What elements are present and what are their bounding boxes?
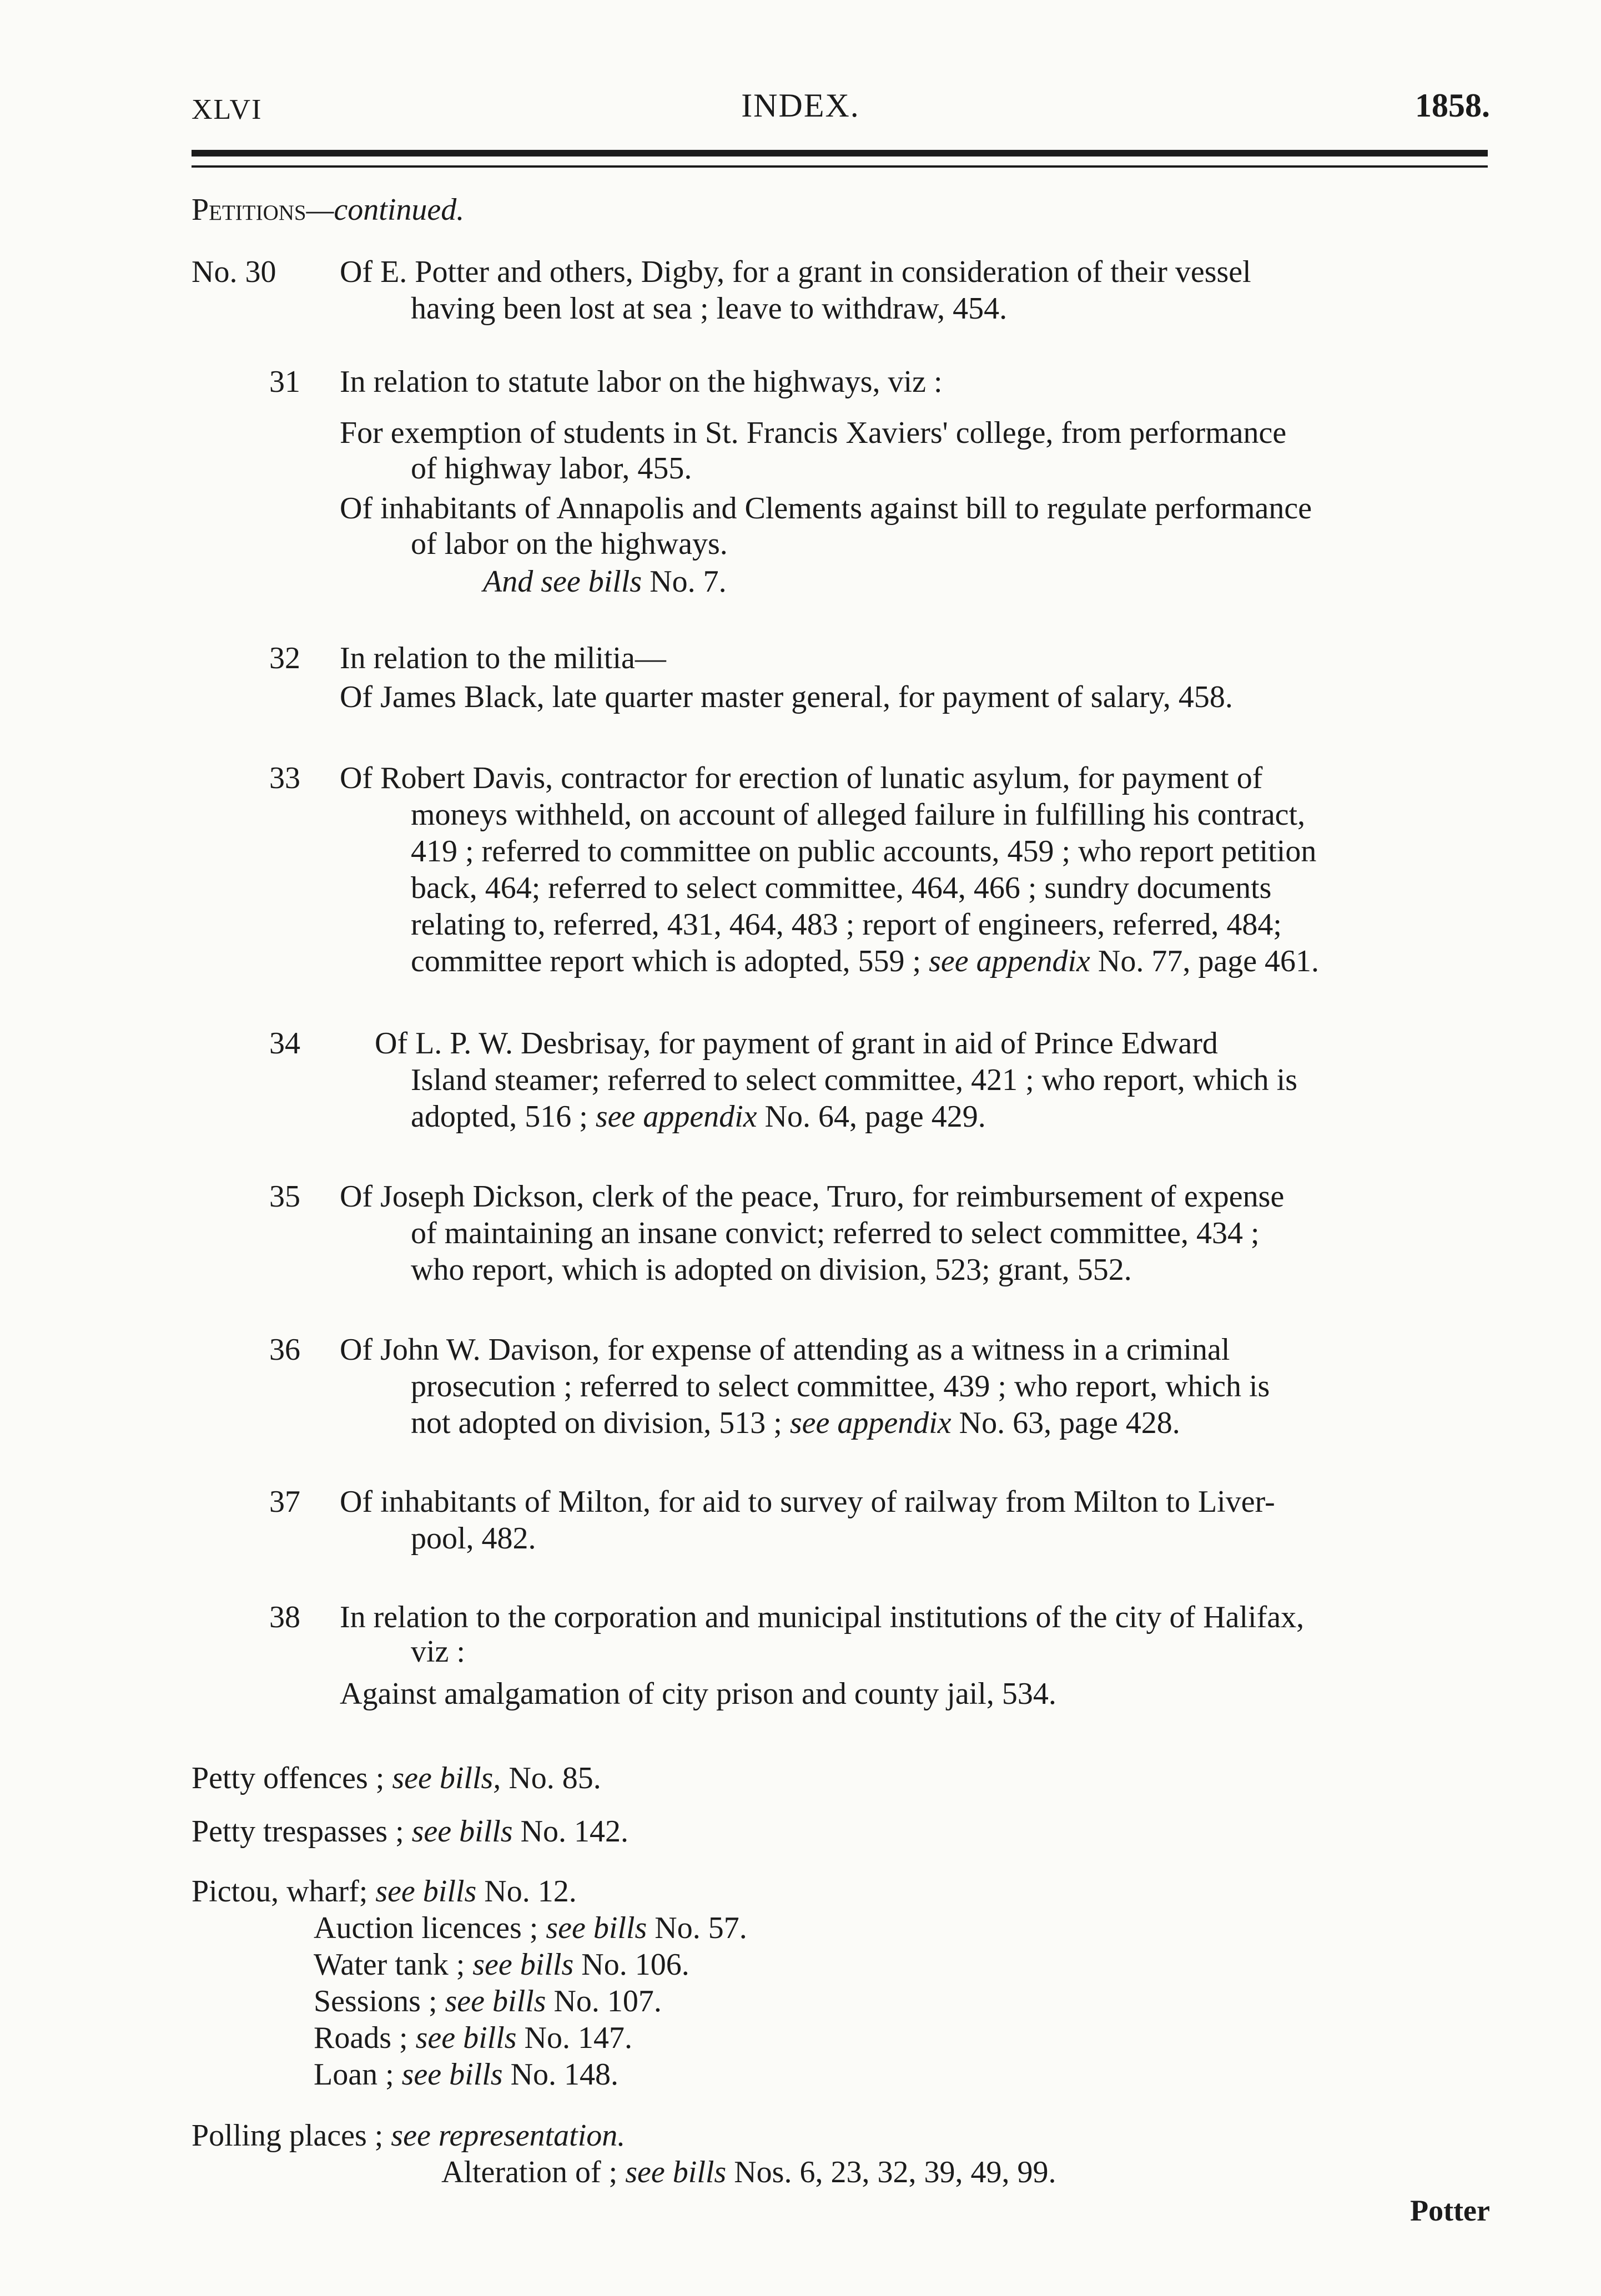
entry-line: Of inhabitants of Annapolis and Clements against bill to regulate performance	[340, 491, 1312, 526]
see-also-line	[483, 566, 727, 597]
sub-entry	[314, 1913, 747, 1944]
see-also-rest: No. 7.	[642, 564, 727, 599]
entry-line: pool, 482.	[411, 1521, 536, 1556]
entry-line: Of inhabitants of Milton, for aid to survey of railway from Milton to Liver-	[340, 1485, 1275, 1519]
subject-text: Petty offences ;	[192, 1761, 392, 1795]
entry-text: No. 63, page 428.	[951, 1406, 1180, 1440]
subject-text: Petty trespasses ;	[192, 1814, 412, 1849]
see-bills-italic: see bills	[472, 1947, 574, 1982]
subject-ref: No. 142.	[512, 1814, 629, 1849]
entry-text: not adopted on division, 513 ;	[411, 1406, 790, 1440]
entry-line: Of L. P. W. Desbrisay, for payment of grant in aid of Prince Edward	[375, 1026, 1218, 1061]
entry-line: Of James Black, late quarter master general, for payment of salary, 458.	[340, 680, 1233, 714]
entry-number: 37	[269, 1485, 300, 1519]
entry-line: of labor on the highways.	[411, 527, 728, 561]
subject-ref: No. 147.	[516, 2021, 632, 2055]
sub-entry	[314, 1986, 662, 2017]
subject-text: Loan ;	[314, 2057, 402, 2092]
entry-line: prosecution ; referred to select committee, 439 ; who report, which is	[411, 1369, 1270, 1404]
subject-text: Alteration of ;	[441, 2155, 626, 2189]
see-appendix-italic: see appendix	[595, 1099, 757, 1134]
year-label: 1858.	[1415, 87, 1490, 124]
entry-line: Of Joseph Dickson, clerk of the peace, Truro, for reimbursement of expense	[340, 1179, 1285, 1214]
entry-text: committee report which is adopted, 559 ;	[411, 944, 929, 978]
entry-number: 32	[269, 641, 300, 675]
entry-line: In relation to the corporation and municipal institutions of the city of Halifax,	[340, 1600, 1305, 1634]
entry-line: back, 464; referred to select committee, 464, 466 ; sundry documents	[411, 871, 1272, 905]
entry-line: who report, which is adopted on division, 523; grant, 552.	[411, 1253, 1132, 1287]
sub-entry	[441, 2157, 1056, 2188]
see-bills-italic: see bills	[411, 1814, 513, 1849]
see-bills-italic: see bills	[401, 2057, 503, 2092]
entry-line: Of Robert Davis, contractor for erection of lunatic asylum, for payment of	[340, 761, 1263, 795]
sub-entry	[314, 2022, 632, 2053]
see-bills-italic: see bills	[445, 1984, 546, 2019]
see-bills-italic: see bills,	[392, 1761, 501, 1795]
entry-line: of highway labor, 455.	[411, 451, 692, 486]
entry-line: In relation to the militia—	[340, 641, 666, 675]
catchword: Potter	[1410, 2194, 1490, 2227]
subject-ref: No. 148.	[502, 2057, 619, 2092]
subject-text: Auction licences ;	[314, 1911, 546, 1945]
entry-text: adopted, 516 ;	[411, 1099, 596, 1134]
subject-ref: Nos. 6, 23, 32, 39, 49, 99.	[726, 2155, 1056, 2189]
entry-line: relating to, referred, 431, 464, 483 ; report of engineers, referred, 484;	[411, 907, 1282, 942]
see-representation-italic: see representation.	[391, 2118, 626, 2153]
see-appendix-italic: see appendix	[789, 1406, 951, 1440]
entry-line-last	[411, 946, 1319, 977]
subject-text: Water tank ;	[314, 1947, 473, 1982]
subject-entry	[192, 1816, 628, 1847]
entry-line: Of E. Potter and others, Digby, for a grant in consideration of their vessel	[340, 255, 1251, 289]
entry-text: No. 64, page 429.	[757, 1099, 986, 1134]
entry-number: 31	[269, 365, 300, 399]
subject-entry	[192, 1763, 601, 1794]
entry-line-last	[411, 1407, 1180, 1439]
sub-entry	[314, 2059, 618, 2090]
subject-text: Roads ;	[314, 2021, 416, 2055]
see-bills-italic: see bills	[375, 1874, 477, 1909]
see-bills-italic: see bills	[546, 1911, 647, 1945]
see-also-italic: And see bills	[483, 564, 642, 599]
subject-ref: No. 85.	[501, 1761, 601, 1795]
section-heading	[192, 194, 464, 225]
sub-entry	[314, 1949, 689, 1980]
entry-line: In relation to statute labor on the highways, viz :	[340, 365, 943, 399]
entry-text: No. 77, page 461.	[1090, 944, 1320, 978]
see-bills-italic: see bills	[415, 2021, 517, 2055]
entry-line: Island steamer; referred to select committee, 421 ; who report, which is	[411, 1063, 1298, 1097]
subject-ref: No. 12.	[476, 1874, 577, 1909]
subject-text: Pictou, wharf;	[192, 1874, 376, 1909]
section-heading-suffix: —continued.	[306, 193, 465, 227]
subject-ref: No. 57.	[647, 1911, 747, 1945]
subject-entry	[192, 2120, 625, 2151]
entry-number: 35	[269, 1179, 300, 1214]
entry-line: 419 ; referred to committee on public accounts, 459 ; who report petition	[411, 834, 1317, 869]
subject-entry	[192, 1876, 577, 1907]
entry-line-last	[411, 1101, 986, 1132]
entry-line: Against amalgamation of city prison and county jail, 534.	[340, 1677, 1056, 1711]
entry-number: 33	[269, 761, 300, 795]
subject-ref: No. 107.	[546, 1984, 662, 2019]
header-rule-thick	[192, 150, 1488, 157]
entry-line: moneys withheld, on account of alleged failure in fulfilling his contract,	[411, 798, 1306, 832]
header-rule-thin	[192, 165, 1488, 168]
see-appendix-italic: see appendix	[929, 944, 1090, 978]
subject-text: Polling places ;	[192, 2118, 391, 2153]
entry-line: viz :	[411, 1634, 465, 1669]
running-title: INDEX.	[741, 87, 860, 124]
subject-text: Sessions ;	[314, 1984, 445, 2019]
entry-number: No. 30	[192, 255, 276, 289]
page-number-roman: XLVI	[192, 94, 263, 125]
entry-line: having been lost at sea ; leave to withdraw, 454.	[411, 291, 1008, 326]
entry-line: Of John W. Davison, for expense of attending as a witness in a criminal	[340, 1333, 1230, 1367]
section-heading-main: Petitions	[192, 193, 306, 227]
entry-number: 34	[269, 1026, 300, 1061]
entry-number: 36	[269, 1333, 300, 1367]
entry-line: of maintaining an insane convict; referred to select committee, 434 ;	[411, 1216, 1260, 1250]
entry-line: For exemption of students in St. Francis Xaviers' college, from performance	[340, 416, 1287, 450]
see-bills-italic: see bills	[625, 2155, 727, 2189]
entry-number: 38	[269, 1600, 300, 1634]
subject-ref: No. 106.	[573, 1947, 689, 1982]
